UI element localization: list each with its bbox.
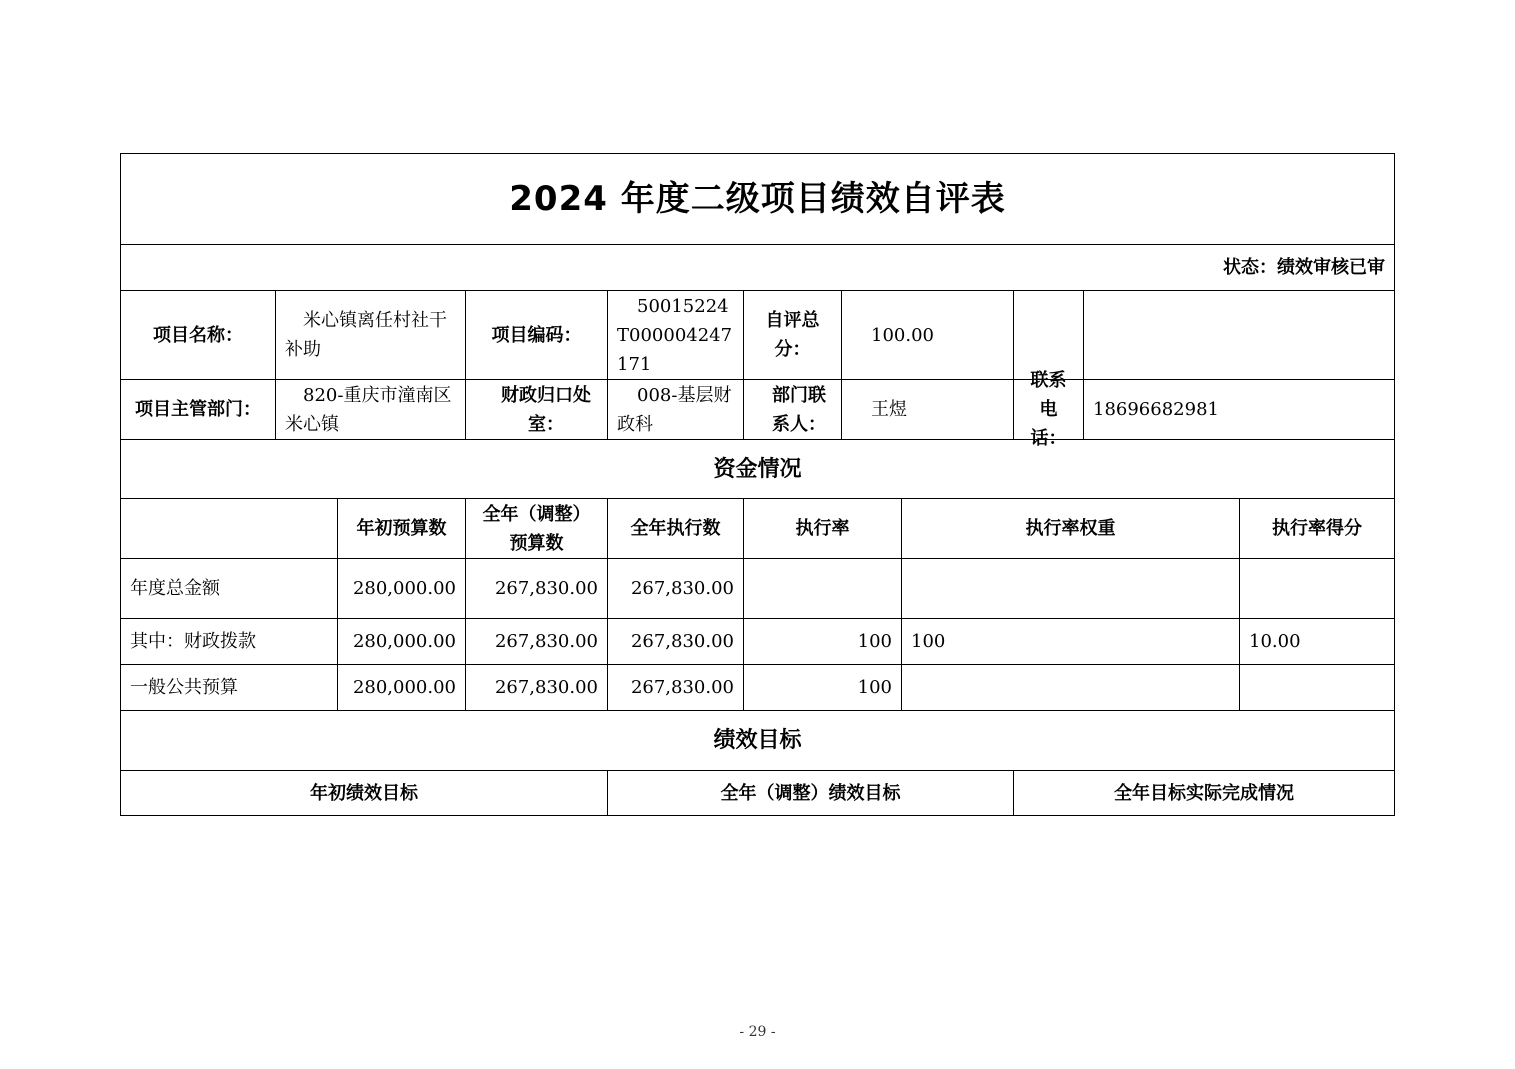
funds-score [1240, 665, 1394, 710]
project-code-value: 50015224T000004247171 [608, 291, 744, 379]
phone-value: 18696682981 [1093, 399, 1219, 420]
funds-executed: 267,830.00 [608, 559, 744, 618]
funds-header-cell: 年初预算数 [338, 499, 466, 558]
funds-initial-budget: 280,000.00 [338, 619, 466, 664]
empty-cell [1084, 291, 1394, 379]
info-row-2 [121, 370, 1394, 449]
project-name-label: 项目名称： [121, 291, 276, 379]
goals-section-row [121, 711, 1394, 771]
funds-section-row [121, 440, 1394, 499]
funds-score: 10.00 [1249, 631, 1301, 652]
funds-adjusted-budget: 267,830.00 [466, 619, 608, 664]
funds-rate: 100 [744, 665, 902, 710]
funds-initial-budget: 280,000.00 [338, 665, 466, 710]
goals-section-title: 绩效目标 [713, 728, 802, 753]
funds-header-cell: 执行率得分 [1272, 518, 1362, 539]
funds-rate: 100 [744, 619, 902, 664]
goals-header-cell: 全年目标实际完成情况 [1114, 782, 1294, 804]
funds-executed: 267,830.00 [608, 619, 744, 664]
total-score-label: 自评总分： [744, 291, 842, 379]
status-text: 状态：绩效审核已审 [1223, 257, 1385, 278]
funds-adjusted-budget: 267,830.00 [466, 665, 608, 710]
total-score-value: 100.00 [842, 291, 1014, 379]
performance-evaluation-table [120, 153, 1395, 816]
funds-row [121, 665, 1394, 711]
funds-row-label: 年度总金额 [121, 559, 338, 618]
goals-header-row [121, 771, 1394, 815]
funds-row [121, 619, 1394, 665]
funds-row-label: 其中：财政拨款 [121, 619, 338, 664]
phone-label: 联系电话： [1014, 380, 1084, 439]
funds-executed: 267,830.00 [608, 665, 744, 710]
info-row-1 [121, 291, 1394, 380]
funds-adjusted-budget: 267,830.00 [466, 559, 608, 618]
funds-row-label: 一般公共预算 [121, 665, 338, 710]
page-title: 2024 年度二级项目绩效自评表 [509, 178, 1006, 219]
finance-office-label: 财政归口处室： [466, 380, 608, 439]
finance-office-value: 008-基层财政科 [608, 380, 744, 439]
dept-value: 820-重庆市潼南区米心镇 [276, 380, 466, 439]
funds-score [1240, 559, 1394, 618]
funds-initial-budget: 280,000.00 [338, 559, 466, 618]
funds-header-cell: 全年（调整）预算数 [466, 499, 608, 558]
funds-rate [744, 559, 902, 618]
funds-row [121, 559, 1394, 619]
funds-section-title: 资金情况 [713, 456, 802, 482]
goals-header-cell: 全年（调整）绩效目标 [608, 771, 1014, 815]
funds-header-cell: 全年执行数 [608, 499, 744, 558]
contact-value: 王煜 [842, 380, 1014, 439]
funds-weight: 100 [902, 619, 1240, 664]
funds-header-cell [121, 499, 338, 558]
project-name-value: 米心镇离任村社干补助 [276, 291, 466, 379]
funds-header-cell: 执行率权重 [902, 499, 1240, 558]
project-code-label: 项目编码： [466, 291, 608, 379]
page-number: - 29 - [739, 1024, 776, 1040]
goals-header-cell: 年初绩效目标 [121, 771, 608, 815]
funds-header-cell: 执行率 [744, 499, 902, 558]
funds-header-row [121, 499, 1394, 559]
status-row [121, 245, 1394, 291]
funds-weight [902, 559, 1240, 618]
funds-weight [902, 665, 1240, 710]
dept-label: 项目主管部门： [121, 380, 276, 439]
contact-label: 部门联系人： [744, 380, 842, 439]
title-row [121, 154, 1394, 245]
